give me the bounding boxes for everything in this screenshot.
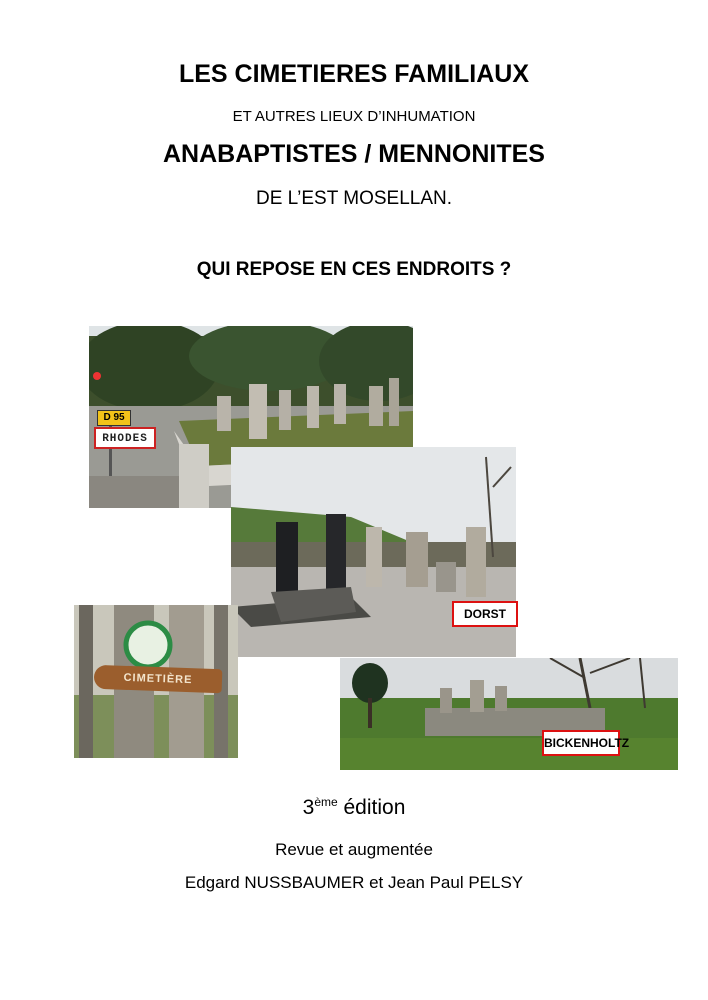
edition-word: édition [337,796,406,819]
edition-line [0,795,708,820]
photo-bickenholtz-cemetery [340,658,678,770]
title-line-1: LES CIMETIERES FAMILIAUX [178,60,530,88]
road-sign-d95: D 95 [97,410,131,426]
title-line-4: DE L’EST MOSELLAN. [255,188,453,209]
question-heading: QUI REPOSE EN CES ENDROITS ? [196,259,512,280]
label-bickenholtz: BICKENHOLTZ [542,730,620,756]
title-line-3: ANABAPTISTES / MENNONITES [163,140,545,168]
authors-line: Edgard NUSSBAUMER et Jean Paul PELSY [184,873,524,892]
wood-sign-cimetiere: CIMETIÈRE [94,665,223,693]
label-dorst: DORST [452,601,518,627]
edition-suffix: ème [314,795,338,809]
town-sign-rhodes: RHODES [94,427,156,449]
photo-cimetiere-sign [74,605,238,758]
edition-number: 3 [302,796,315,819]
title-line-2: ET AUTRES LIEUX D’INHUMATION [232,108,476,125]
revised-line: Revue et augmentée [275,840,433,859]
